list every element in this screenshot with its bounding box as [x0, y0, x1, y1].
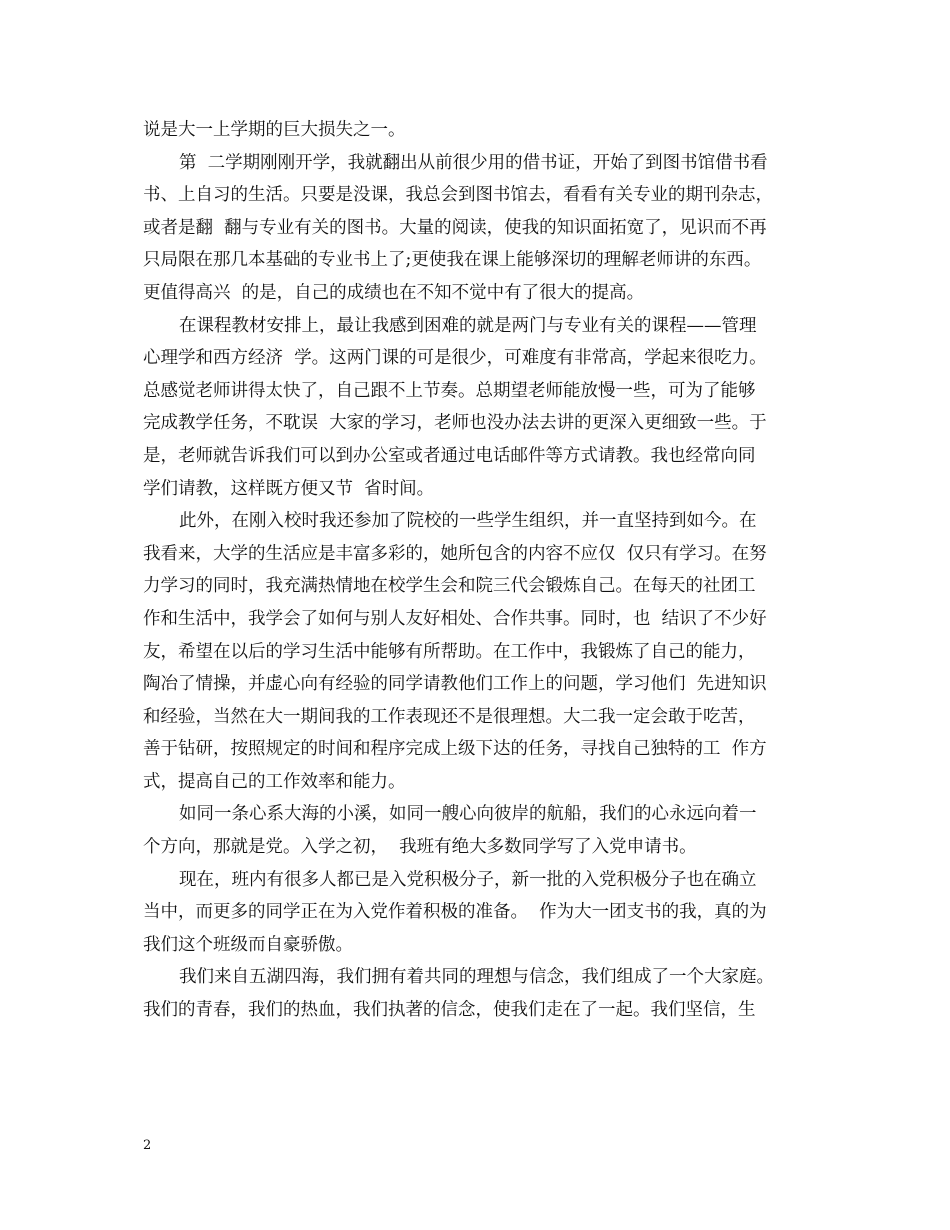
text-line: 第 二学期刚刚开学，我就翻出从前很少用的借书证，开始了到图书馆借书看: [179, 152, 768, 173]
text-line: 我们来自五湖四海，我们拥有着共同的理想与信念，我们组成了一个大家庭。: [179, 967, 774, 988]
text-line: 在课程教材安排上，最让我感到困难的就是两门与专业有关的课程——管理: [179, 315, 757, 336]
text-line: 陶冶了情操，并虚心向有经验的同学请教他们工作上的问题，学习他们 先进知识: [143, 674, 767, 695]
text-line: 更值得高兴 的是，自己的成绩也在不知不觉中有了很大的提高。: [143, 282, 645, 303]
text-line: 或者是翻 翻与专业有关的图书。大量的阅读，使我的知识面拓宽了，见识而不再: [143, 217, 767, 238]
text-line: 只局限在那几本基础的专业书上了;更使我在课上能够深切的理解老师讲的东西。: [143, 250, 762, 271]
text-line: 学们请教，这样既方便又节 省时间。: [143, 478, 435, 499]
text-line: 说是大一上学期的巨大损失之一。: [143, 120, 406, 140]
text-line: 友，希望在以后的学习生活中能够有所帮助。在工作中，我锻炼了自己的能力，: [143, 641, 756, 662]
text-line: 我看来，大学的生活应是丰富多彩的，她所包含的内容不应仅 仅只有学习。在努: [143, 543, 767, 564]
text-line: 当中，而更多的同学正在为入党作着积极的准备。 作为大一团支书的我，真的为: [143, 902, 767, 923]
text-line: 式，提高自己的工作效率和能力。: [143, 771, 406, 792]
text-line: 我们这个班级而自豪骄傲。: [143, 934, 353, 955]
text-line: 心理学和西方经济 学。这两门课的可是很少，可难度有非常高，学起来很吃力。: [143, 348, 767, 369]
text-line: 力学习的同时，我充满热情地在校学生会和院三代会锻炼自己。在每天的社团工: [143, 576, 756, 597]
text-line: 总感觉老师讲得太快了，自己跟不上节奏。总期望老师能放慢一些，可为了能够: [143, 380, 756, 401]
text-line: 此外，在刚入校时我还参加了院校的一些学生组织，并一直坚持到如今。在: [179, 511, 757, 532]
text-line: 书、上自习的生活。只要是没课，我总会到图书馆去，看看有关专业的期刊杂志，: [143, 185, 773, 206]
text-line: 是，老师就告诉我们可以到办公室或者通过电话邮件等方式请教。我也经常向同: [143, 445, 756, 466]
text-line: 完成教学任务，不耽误 大家的学习，老师也没办法去讲的更深入更细致一些。于: [143, 413, 767, 434]
text-line: 我们的青春，我们的热血，我们执著的信念，使我们走在了一起。我们坚信，生: [143, 1000, 756, 1021]
text-line: 作和生活中，我学会了如何与别人友好相处、合作共事。同时，也 结识了不少好: [143, 608, 767, 629]
text-line: 如同一条心系大海的小溪，如同一艘心向彼岸的航船，我们的心永远向着一: [179, 804, 757, 825]
document-body: [143, 114, 843, 1027]
text-line: 善于钻研，按照规定的时间和程序完成上级下达的任务，寻找自己独特的工 作方: [143, 739, 767, 760]
text-line: 和经验，当然在大一期间我的工作表现还不是很理想。大二我一定会敢于吃苦，: [143, 706, 756, 727]
text-line: 现在，班内有很多人都已是入党积极分子，新一批的入党积极分子也在确立: [179, 869, 757, 890]
page-number: 2: [143, 1138, 152, 1153]
text-line: 个方向，那就是党。入学之初， 我班有绝大多数同学写了入党申请书。: [143, 837, 697, 858]
